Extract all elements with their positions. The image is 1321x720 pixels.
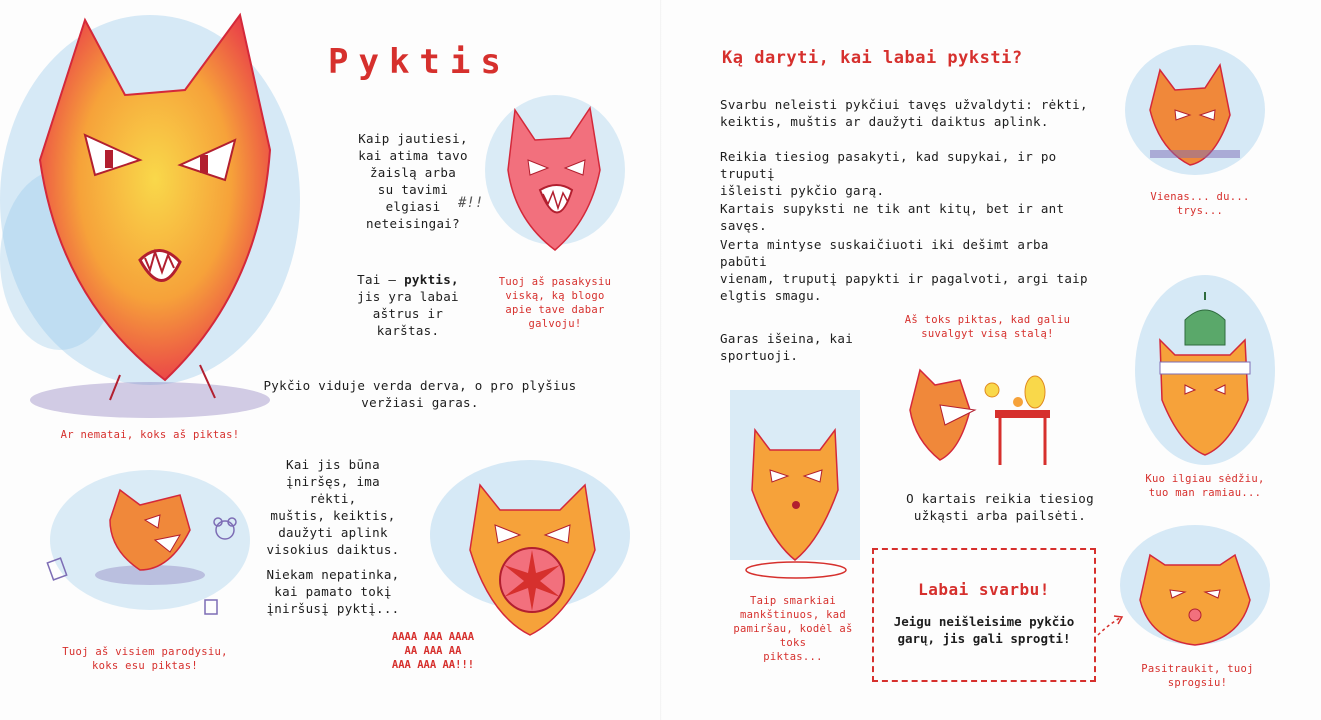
paragraph-line: išleisti pykčio garą. <box>720 183 885 198</box>
caption-line: galvoju! <box>528 318 582 330</box>
screaming-monster-illustration <box>420 455 640 640</box>
caption-vienas: Vienas... du... trys... <box>1150 191 1250 217</box>
caption-mankstinuos <box>718 594 868 664</box>
caption-line: Tuoj aš pasakysiu <box>498 276 612 288</box>
caption-line: pamiršau, kodėl aš toks <box>733 623 853 649</box>
when-angry-line: muštis, keiktis, <box>270 508 396 523</box>
exercising-monster-illustration <box>720 380 870 590</box>
garas-line: sportuoji. <box>720 348 799 363</box>
paragraph-4 <box>720 236 1100 304</box>
o-kartais-text <box>905 490 1095 524</box>
o-kartais-line: užkąsti arba pailsėti. <box>913 508 1087 523</box>
page-title: Pyktis <box>328 42 511 82</box>
caption-ar-nematai: Ar nematai, koks aš piktas! <box>60 429 240 441</box>
caption-line: suvalgyt visą stalą! <box>921 328 1054 340</box>
caption-suvalgyt <box>900 313 1075 341</box>
question-line: elgiasi <box>385 199 441 214</box>
important-title: Labai svarbu! <box>918 580 1050 599</box>
paragraph-line: keiktis, muštis ar daužyti daiktus aplink. <box>720 114 1049 129</box>
important-line: garų, jis gali sprogti! <box>897 631 1071 646</box>
question-line: su tavimi <box>377 182 449 197</box>
caption-parodysiu <box>45 645 245 673</box>
right-heading: Ką daryti, kai labai pyksti? <box>722 48 1023 68</box>
when-angry-line: Kai jis būna <box>286 457 380 472</box>
intro-keyword: pyktis, <box>404 272 459 287</box>
scream-line: AA AAA AA <box>404 645 462 657</box>
inside-line: veržiasi garas. <box>361 395 479 410</box>
when-angry-line: visokius daiktus. <box>266 542 400 557</box>
scream-line: AAA AAA AA!!! <box>391 659 475 671</box>
shouting-monster-illustration <box>470 90 640 260</box>
caption-pasitraukit: Pasitraukit, tuoj sprogsiu! <box>1141 663 1254 689</box>
intro-prefix: Tai – <box>357 272 405 287</box>
scream-line: AAAA AAA AAAA <box>391 631 475 643</box>
eating-monster-illustration <box>900 350 1070 480</box>
throwing-monster-illustration <box>40 460 260 640</box>
scribble-symbols: #!! <box>458 195 484 211</box>
paragraph-line: elgtis smagu. <box>720 288 822 303</box>
nobody-likes-text <box>258 566 408 617</box>
paragraph-1 <box>720 96 1100 130</box>
garas-line: Garas išeina, kai <box>720 331 854 346</box>
important-line: Jeigu neišleisime pykčio <box>893 614 1075 629</box>
caption-line: viską, ką blogo <box>505 290 605 302</box>
when-angry-line: įniršęs, ima rėkti, <box>286 474 380 506</box>
counting-monster-illustration <box>1120 40 1270 180</box>
question-line: žaislą arba <box>369 165 457 180</box>
caption-line: Aš toks piktas, kad galiu <box>904 314 1071 326</box>
important-box <box>872 548 1096 682</box>
when-angry-text <box>263 456 403 558</box>
caption-line: Kuo ilgiau sėdžiu, <box>1145 473 1265 485</box>
o-kartais-line: O kartais reikia tiesiog <box>906 491 1094 506</box>
question-line: kai atima tavo <box>358 148 468 163</box>
caption-tuoj-pasakysiu <box>480 275 630 331</box>
paragraph-3: Kartais supyksti ne tik ant kitų, bet ir ant savęs. <box>720 201 1065 233</box>
important-text <box>874 613 1094 647</box>
big-angry-monster-illustration <box>0 0 300 430</box>
intro-line: aštrus ir <box>372 306 444 321</box>
exploding-monster-illustration <box>1110 520 1280 655</box>
caption-line: koks esu piktas! <box>92 660 198 672</box>
intro-line: karštas. <box>376 323 440 338</box>
nobody-likes-line: įniršusį pyktį... <box>266 601 400 616</box>
page-gutter <box>660 0 662 720</box>
question-line: neteisingai? <box>366 216 460 231</box>
caption-line: mankštinuos, kad <box>740 609 846 621</box>
caption-line: apie tave dabar <box>505 304 605 316</box>
caption-line: piktas... <box>763 651 823 663</box>
question-text <box>343 130 483 232</box>
paragraph-line: vienam, truputį papykti ir pagalvoti, argi taip <box>720 271 1088 286</box>
caption-line: tuo man ramiau... <box>1148 487 1262 499</box>
paragraph-line: Reikia tiesiog pasakyti, kad supykai, ir po truputį <box>720 149 1057 181</box>
intro-line: jis yra labai <box>357 289 459 304</box>
paragraph-line: Svarbu neleisti pykčiui tavęs užvaldyti: rėkti, <box>720 97 1088 112</box>
inside-text <box>255 377 585 411</box>
paragraph-line: Verta mintyse suskaičiuoti iki dešimt arba pabūti <box>720 237 1049 269</box>
caption-line: Taip smarkiai <box>749 595 837 607</box>
garas-text <box>720 330 860 364</box>
nobody-likes-line: kai pamato tokį <box>274 584 392 599</box>
caption-ilgiau <box>1135 472 1275 500</box>
scream-text <box>378 630 488 672</box>
intro-text <box>343 271 473 339</box>
nobody-likes-line: Niekam nepatinka, <box>266 567 400 582</box>
paragraph-2 <box>720 148 1100 199</box>
caption-line: Tuoj aš visiem parodysiu, <box>62 646 228 658</box>
question-line: Kaip jautiesi, <box>358 131 468 146</box>
inside-line: Pykčio viduje verda derva, o pro plyšius <box>263 378 577 393</box>
when-angry-line: daužyti aplink <box>278 525 388 540</box>
resting-monster-illustration <box>1130 270 1280 470</box>
